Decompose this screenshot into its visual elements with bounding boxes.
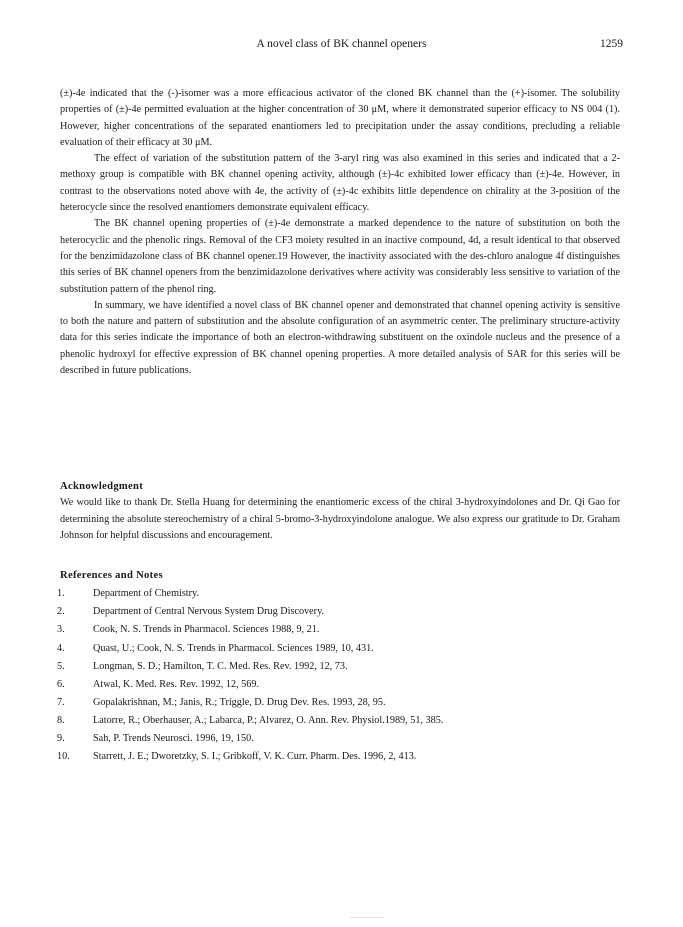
- reference-item: [57, 694, 620, 712]
- reference-number: 2.: [57, 606, 65, 618]
- reference-item: [57, 676, 620, 694]
- page-number: 1259: [600, 38, 623, 50]
- acknowledgment-section: [60, 479, 620, 544]
- reference-item: [57, 712, 620, 730]
- reference-number: 5.: [57, 660, 65, 672]
- reference-text: Gopalakrishnan, M.; Janis, R.; Triggle, D. Drug Dev. Res. 1993, 28, 95.: [93, 696, 386, 708]
- reference-item: [57, 621, 620, 639]
- running-title: A novel class of BK channel openers: [256, 38, 427, 50]
- body-paragraph: The BK channel opening properties of (±)-4e demonstrate a marked dependence to the nature of substitution on both the heterocyclic and the phenolic rings. Removal of the CF3 moiety resulted in an inactive compound, 4d, a result identical to that observed for the benzimidazolone class of BK channel opener.19 However, the inactivity associated with the des-chloro analogue 4f distinguishes this series of BK channel openers from the benzimidazolone derivatives where activity was considerably less sensitive to variation of the substitution pattern of the phenol ring.: [60, 218, 620, 295]
- body-paragraph: (±)-4e indicated that the (-)-isomer was a more efficacious activator of the cloned BK channel than the (+)-isomer. The solubility properties of (±)-4e permitted evaluation at the higher concentration of 30 μM, where it demonstrated superior efficacy to NS 004 (1). However, higher concentrations of the separated enantiomers led to precipitation under the assay conditions, precluding a reliable evaluation of their efficacy at 30 μM.: [60, 88, 620, 148]
- reference-text: Sah, P. Trends Neurosci. 1996, 19, 150.: [93, 733, 254, 745]
- reference-list: [57, 585, 620, 766]
- reference-item: [57, 730, 620, 748]
- reference-number: 4.: [57, 642, 65, 654]
- references-section: [57, 568, 620, 766]
- reference-number: 8.: [57, 714, 65, 726]
- reference-number: 10.: [57, 751, 70, 763]
- reference-item: [57, 658, 620, 676]
- reference-text: Department of Central Nervous System Drug Discovery.: [93, 606, 325, 618]
- reference-text: Cook, N. S. Trends in Pharmacol. Sciences 1988, 9, 21.: [93, 624, 320, 636]
- reference-number: 6.: [57, 678, 65, 690]
- scan-artifact-line: [350, 917, 384, 918]
- acknowledgment-heading: Acknowledgment: [60, 481, 144, 492]
- reference-item: [57, 640, 620, 658]
- reference-text: Atwal, K. Med. Res. Rev. 1992, 12, 569.: [93, 678, 260, 690]
- reference-number: 7.: [57, 696, 65, 708]
- reference-number: 9.: [57, 733, 65, 745]
- body-text: [60, 86, 620, 379]
- reference-number: 1.: [57, 588, 65, 600]
- reference-item: [57, 748, 620, 766]
- reference-item: [57, 603, 620, 621]
- references-heading: References and Notes: [60, 570, 163, 581]
- reference-item: [57, 585, 620, 603]
- running-head: [60, 38, 623, 54]
- acknowledgment-text: We would like to thank Dr. Stella Huang for determining the enantiomeric excess of the chiral 3-hydroxyindolones and Dr. Qi Gao for determining the absolute stereochemistry of a chiral 5-bromo-3-hydroxyindolone analogue. We also express our gratitude to Dr. Graham Johnson for helpful discussions and encouragement.: [60, 497, 620, 541]
- body-paragraph: In summary, we have identified a novel class of BK channel opener and demonstrated that channel opening activity is sensitive to both the nature and pattern of substitution and the absolute configuration of an asymmetric center. The preliminary structure-activity data for this series indicate the importance of both an electron-withdrawing substituent on the oxindole nucleus and the presence of a phenolic hydroxyl for effective expression of BK channel opening properties. A more detailed analysis of SAR for this series will be described in future publications.: [60, 299, 620, 377]
- reference-text: Department of Chemistry.: [93, 588, 199, 600]
- reference-text: Longman, S. D.; Hamilton, T. C. Med. Res. Rev. 1992, 12, 73.: [93, 660, 348, 672]
- reference-text: Starrett, J. E.; Dworetzky, S. I.; Gribkoff, V. K. Curr. Pharm. Des. 1996, 2, 413.: [93, 751, 417, 763]
- reference-text: Latorre, R.; Oberhauser, A.; Labarca, P.; Alvarez, O. Ann. Rev. Physiol.1989, 51, 385.: [93, 714, 444, 726]
- body-paragraph: The effect of variation of the substitution pattern of the 3-aryl ring was also examined in this series and indicated that a 2-methoxy group is compatible with BK channel opening activity, although (±)-4c exhibited lower efficacy than (±)-4e. However, in contrast to the observations noted above with 4e, the activity of (±)-4c exhibits little dependence on chirality at the 3-position of the heterocycle since the resolved enantiomers demonstrate equivalent efficacy.: [60, 153, 620, 214]
- reference-number: 3.: [57, 624, 65, 636]
- reference-text: Quast, U.; Cook, N. S. Trends in Pharmacol. Sciences 1989, 10, 431.: [93, 642, 374, 654]
